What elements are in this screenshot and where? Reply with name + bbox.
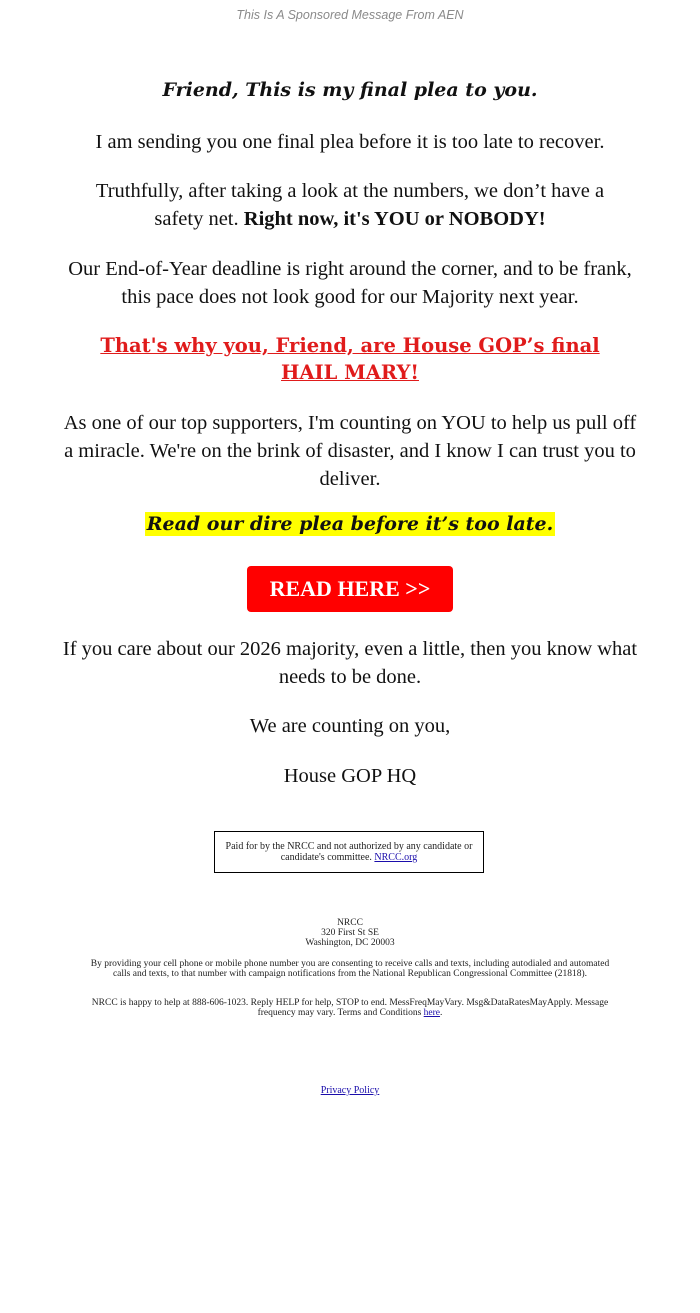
org-address xyxy=(90,918,610,948)
privacy-policy-link[interactable]: Privacy Policy xyxy=(320,1085,380,1096)
paragraph-top-supporters: As one of our top supporters, I'm counting on YOU to help us pull off a miracle. We're on the brink of disaster, and I know I can trust you to deliver. xyxy=(63,412,637,490)
sms-help-text xyxy=(90,998,610,1018)
paragraph-2026-majority: If you care about our 2026 majority, even a little, then you know what needs to be done. xyxy=(62,638,638,688)
safety-net-line1: Truthfully, after taking a look at the numbers, we don’t have a xyxy=(95,180,605,202)
hail-mary-link[interactable]: That's why you, Friend, are House GOP’s final HAIL MARY! xyxy=(100,334,600,384)
paragraph-deadline: Our End-of-Year deadline is right around the corner, and to be frank, this pace does not look good for our Majority next year. xyxy=(68,258,632,308)
highlight-container xyxy=(0,513,700,535)
address-line-1: 320 First St SE xyxy=(321,928,379,938)
paragraph-final-plea: I am sending you one final plea before it is too late to recover. xyxy=(95,131,605,153)
paid-for-disclaimer-box xyxy=(214,831,484,873)
sponsored-message-banner: This Is A Sponsored Message From AEN xyxy=(236,8,464,22)
sms-consent-text: By providing your cell phone or mobile phone number you are consenting to receive calls and texts, including autodialed and automated calls and texts, to that number with campaign notifications from the National Republican Congressional Committee (21818). xyxy=(90,959,610,979)
org-name: NRCC xyxy=(337,918,363,928)
signature: House GOP HQ xyxy=(283,765,417,787)
privacy-policy-container xyxy=(0,1085,700,1096)
closing-line: We are counting on you, xyxy=(249,715,451,737)
paragraph-safety-net xyxy=(60,177,640,233)
email-headline: Friend, This is my final plea to you. xyxy=(162,79,538,101)
terms-link[interactable]: here xyxy=(423,1008,441,1018)
nrcc-org-link[interactable]: NRCC.org xyxy=(374,852,418,863)
read-here-button[interactable]: READ HERE >> xyxy=(247,566,453,612)
paid-for-text: Paid for by the NRCC and not authorized by any candidate or candidate's committee. xyxy=(225,841,473,863)
you-or-nobody-text: Right now, it's YOU or NOBODY! xyxy=(243,208,546,230)
terms-suffix: . xyxy=(440,1008,443,1018)
address-line-2: Washington, DC 20003 xyxy=(305,938,395,948)
help-text: NRCC is happy to help at 888-606-1023. Reply HELP for help, STOP to end. MessFreqMayVary. Msg&DataRatesMayApply. Message frequency may vary. Terms and Conditions xyxy=(91,998,609,1018)
dire-plea-highlight: Read our dire plea before it’s too late. xyxy=(146,513,554,535)
safety-net-line2: safety net. xyxy=(154,208,244,230)
